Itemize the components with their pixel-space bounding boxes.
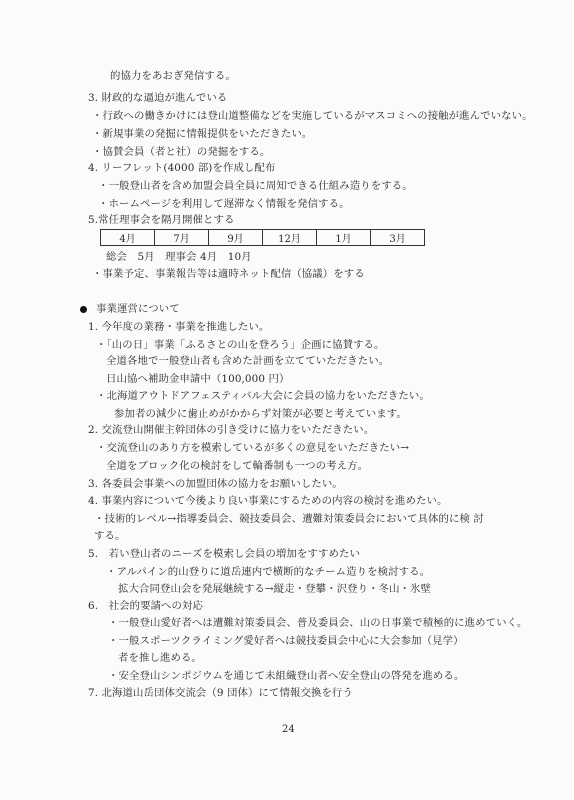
bullet-line: ・アルパイン的山登りに道岳連内で横断的なチーム造りを検討する。	[106, 566, 431, 578]
text-line: する。	[94, 530, 126, 542]
text-line: 参加者の減少に歯止めがかからず対策が必要と考えています。	[114, 408, 407, 420]
bullet-line: ・「山の日」事業「ふるさとの山を登ろう」企画に協賛する。	[96, 339, 385, 351]
bullet-line: ・北海道アウトドアフェスティバル大会に会員の協力をいただきたい。	[96, 390, 430, 402]
numbered-item-5: 5.常任理事会を隔月開催とする	[88, 214, 235, 226]
bullet-line: ・新規事業の発掘に情報提供をいただきたい。	[92, 128, 313, 140]
bullet-line: ・協賛会員（者と社）の発掘をする。	[92, 146, 271, 158]
text-line: 日山協へ補助金申請中（100,000 円）	[106, 373, 290, 385]
bullet-line: ・一般登山愛好者へは遭難対策委員会、普及委員会、山の日事業で積極的に進めていく。	[108, 617, 528, 629]
text-line: 者を推し進める。	[118, 652, 202, 664]
text-line: 的協力をあおぎ発信する。	[110, 70, 236, 82]
meeting-schedule-table	[100, 229, 425, 246]
bullet-line: ・交流登山のあり方を模索しているが多くの意見をいただきたい→	[96, 442, 410, 454]
bullet-line: ・一般登山者を含め加盟会員全員に周知できる仕組み造りをする。	[98, 180, 413, 192]
numbered-item-4: 4. リーフレット(4000 部)を作成し配布	[88, 162, 276, 174]
text-line: 拡大合同登山会を発展継続する→縦走・登攀・沢登り・冬山・氷壁	[118, 583, 432, 595]
page-number: 24	[282, 724, 295, 735]
numbered-item-1: 1. 今年度の業務・事業を推進したい。	[88, 321, 270, 333]
bullet-line: ・事業予定、事業報告等は適時ネット配信（協議）をする	[92, 268, 365, 280]
numbered-item-4: 4. 事業内容について今後より良い事業にするための内容の検討を進めたい。	[88, 495, 448, 507]
bullet-line: ・行政への働きかけには登山道整備などを実施しているがマスコミへの接触が進んでいない。	[92, 110, 533, 122]
month-cell: 4月	[101, 230, 155, 246]
bullet-line: ・ホームページを利用して遅滞なく情報を発信する。	[98, 198, 350, 210]
numbered-item-5: 5. 若い登山者のニーズを模索し会員の増加をすすめたい	[88, 548, 360, 560]
month-cell: 7月	[155, 230, 209, 246]
month-cell: 3月	[371, 230, 425, 246]
numbered-item-6: 6. 社会的要請への対応	[88, 600, 204, 612]
numbered-item-3: 3. 財政的な逼迫が進んでいる	[88, 92, 228, 104]
section-bullet-icon	[80, 306, 87, 313]
text-line: 全道各地で一般登山者も含めた計画を立てていただきたい。	[106, 355, 390, 367]
bullet-line: ・安全登山シンポジウムを通じて未組織登山者へ安全登山の啓発を進める。	[108, 670, 465, 682]
bullet-line: ・技術的レベル→指導委員会、競技委員会、遭難対策委員会において具体的に検 討	[94, 513, 484, 525]
bullet-line: ・一般スポーツクライミング愛好者へは競技委員会中心に大会参加（見学）	[108, 635, 464, 647]
text-line: 全道をブロック化の検討をして輪番制も一つの考え方。	[106, 460, 369, 472]
section-title: 事業運営について	[96, 303, 180, 315]
numbered-item-2: 2. 交流登山開催主幹団体の引き受けに協力をいただきたい。	[88, 424, 375, 436]
text-line: 総会 5月 理事会 4月 10月	[106, 251, 252, 263]
month-cell: 9月	[209, 230, 263, 246]
month-cell: 12月	[263, 230, 317, 246]
month-cell: 1月	[317, 230, 371, 246]
numbered-item-3: 3. 各委員会事業への加盟団体の協力をお願いしたい。	[88, 478, 343, 490]
numbered-item-7: 7. 北海道山岳団体交流会（9 団体）にて情報交換を行う	[88, 687, 353, 699]
